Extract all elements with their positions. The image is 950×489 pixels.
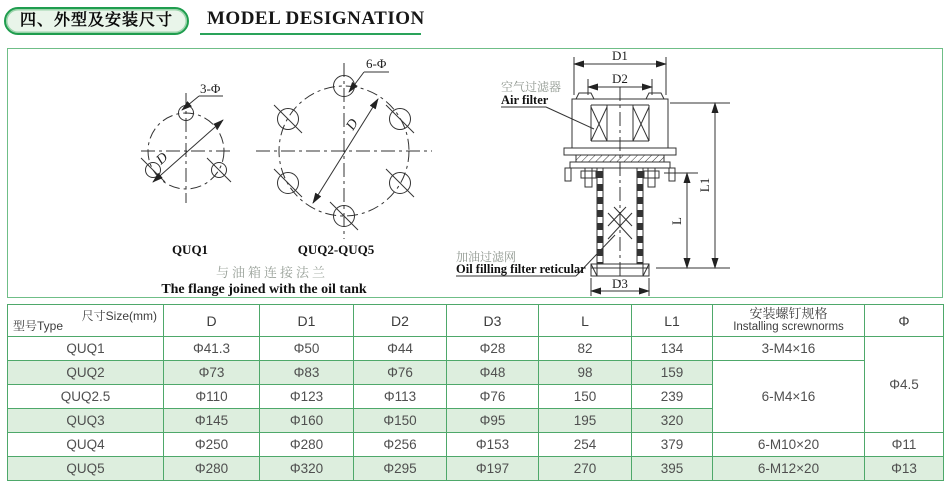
- table-cell: Φ145: [164, 409, 260, 433]
- table-cell: Φ11: [865, 433, 944, 457]
- table-cell: Φ48: [447, 361, 539, 385]
- flange-drawing-quq2-quq5: [256, 56, 432, 239]
- flange-caption-en: The flange joined with the oil tank: [161, 282, 367, 296]
- table-corner-cell: [8, 305, 164, 337]
- table-cell: Φ110: [164, 385, 260, 409]
- table-cell: 270: [539, 457, 632, 481]
- table-cell-merged: Φ4.5: [865, 337, 944, 433]
- table-cell: 150: [539, 385, 632, 409]
- table-cell: 159: [632, 361, 713, 385]
- table-cell: QUQ2: [8, 361, 164, 385]
- table-cell: QUQ5: [8, 457, 164, 481]
- table-cell: Φ73: [164, 361, 260, 385]
- table-cell: 3-M4×16: [713, 337, 865, 361]
- table-row: [8, 337, 944, 361]
- dim-label-l: L: [669, 217, 684, 225]
- table-cell: Φ83: [260, 361, 354, 385]
- title-underline: [200, 33, 421, 35]
- flange-caption-zh: 与油箱连接法兰: [215, 265, 329, 280]
- table-cell: 134: [632, 337, 713, 361]
- table-cell-merged: 6-M4×16: [713, 361, 865, 433]
- table-cell: Φ160: [260, 409, 354, 433]
- col-header-l: L: [539, 305, 632, 337]
- table-cell: QUQ2.5: [8, 385, 164, 409]
- dim-label-d1: D1: [612, 49, 628, 63]
- table-cell: Φ197: [447, 457, 539, 481]
- table-cell: Φ280: [260, 433, 354, 457]
- table-cell: 6-M10×20: [713, 433, 865, 457]
- table-cell: Φ76: [354, 361, 447, 385]
- flange-name-quq2-quq5: QUQ2-QUQ5: [297, 242, 375, 257]
- col-header-d: D: [164, 305, 260, 337]
- table-cell: 195: [539, 409, 632, 433]
- page-title: MODEL DESIGNATION: [207, 8, 425, 29]
- col-header-d2: D2: [354, 305, 447, 337]
- table-cell: QUQ3: [8, 409, 164, 433]
- table-cell: Φ95: [447, 409, 539, 433]
- table-cell: Φ280: [164, 457, 260, 481]
- col-header-screw: [713, 305, 865, 337]
- table-cell: 379: [632, 433, 713, 457]
- flange-drawing-quq1: [141, 81, 233, 203]
- air-filter-label-en: Air filter: [501, 93, 549, 107]
- col-header-d1: D1: [260, 305, 354, 337]
- table-cell: 82: [539, 337, 632, 361]
- dim-label-l1: L1: [697, 177, 712, 193]
- corner-type-label: 型号Type: [13, 319, 64, 333]
- table-cell: 320: [632, 409, 713, 433]
- air-filter-label-zh: 空气过滤器: [501, 80, 562, 94]
- table-cell: Φ295: [354, 457, 447, 481]
- table-cell: Φ320: [260, 457, 354, 481]
- section-title-badge: 四、外型及安装尺寸: [4, 7, 189, 35]
- table-cell: Φ28: [447, 337, 539, 361]
- hole-count-label-quq1: 3-Φ: [200, 81, 221, 96]
- table-cell: QUQ4: [8, 433, 164, 457]
- table-cell: Φ250: [164, 433, 260, 457]
- table-cell: Φ113: [354, 385, 447, 409]
- table-cell: Φ256: [354, 433, 447, 457]
- table-cell: 254: [539, 433, 632, 457]
- dimension-table: [7, 304, 944, 481]
- table-cell: 6-M12×20: [713, 457, 865, 481]
- corner-size-label: 尺寸Size(mm): [81, 309, 157, 323]
- table-cell: Φ44: [354, 337, 447, 361]
- oil-filter-label-zh: 加油过滤网: [456, 250, 517, 264]
- table-cell: Φ76: [447, 385, 539, 409]
- table-cell: Φ153: [447, 433, 539, 457]
- hole-count-label-quq2: 6-Φ: [366, 56, 387, 71]
- table-cell: QUQ1: [8, 337, 164, 361]
- table-cell: Φ150: [354, 409, 447, 433]
- dim-label-d2: D2: [612, 71, 628, 86]
- screw-header-zh: 安装螺钉规格: [749, 306, 828, 321]
- table-cell: 395: [632, 457, 713, 481]
- col-header-l1: L1: [632, 305, 713, 337]
- dim-label-d3: D3: [612, 276, 628, 291]
- table-cell: Φ13: [865, 457, 944, 481]
- table-cell: 239: [632, 385, 713, 409]
- drawing-panel: [7, 48, 943, 298]
- table-cell: Φ123: [260, 385, 354, 409]
- technical-drawing: [8, 49, 941, 296]
- table-cell: Φ50: [260, 337, 354, 361]
- table-row: [8, 457, 944, 481]
- dia-label-quq2: D: [343, 116, 362, 134]
- flange-name-quq1: QUQ1: [171, 242, 209, 257]
- table-header-row: [8, 305, 944, 337]
- table-cell: Φ41.3: [164, 337, 260, 361]
- table-cell: 98: [539, 361, 632, 385]
- table-row: [8, 433, 944, 457]
- col-header-phi: Φ: [865, 305, 944, 337]
- screw-header-en: Installing screwnorms: [733, 321, 844, 333]
- dia-label-quq1: D: [153, 150, 172, 168]
- table-row: [8, 361, 944, 385]
- col-header-d3: D3: [447, 305, 539, 337]
- oil-filter-label-en: Oil filling filter reticular: [456, 262, 586, 276]
